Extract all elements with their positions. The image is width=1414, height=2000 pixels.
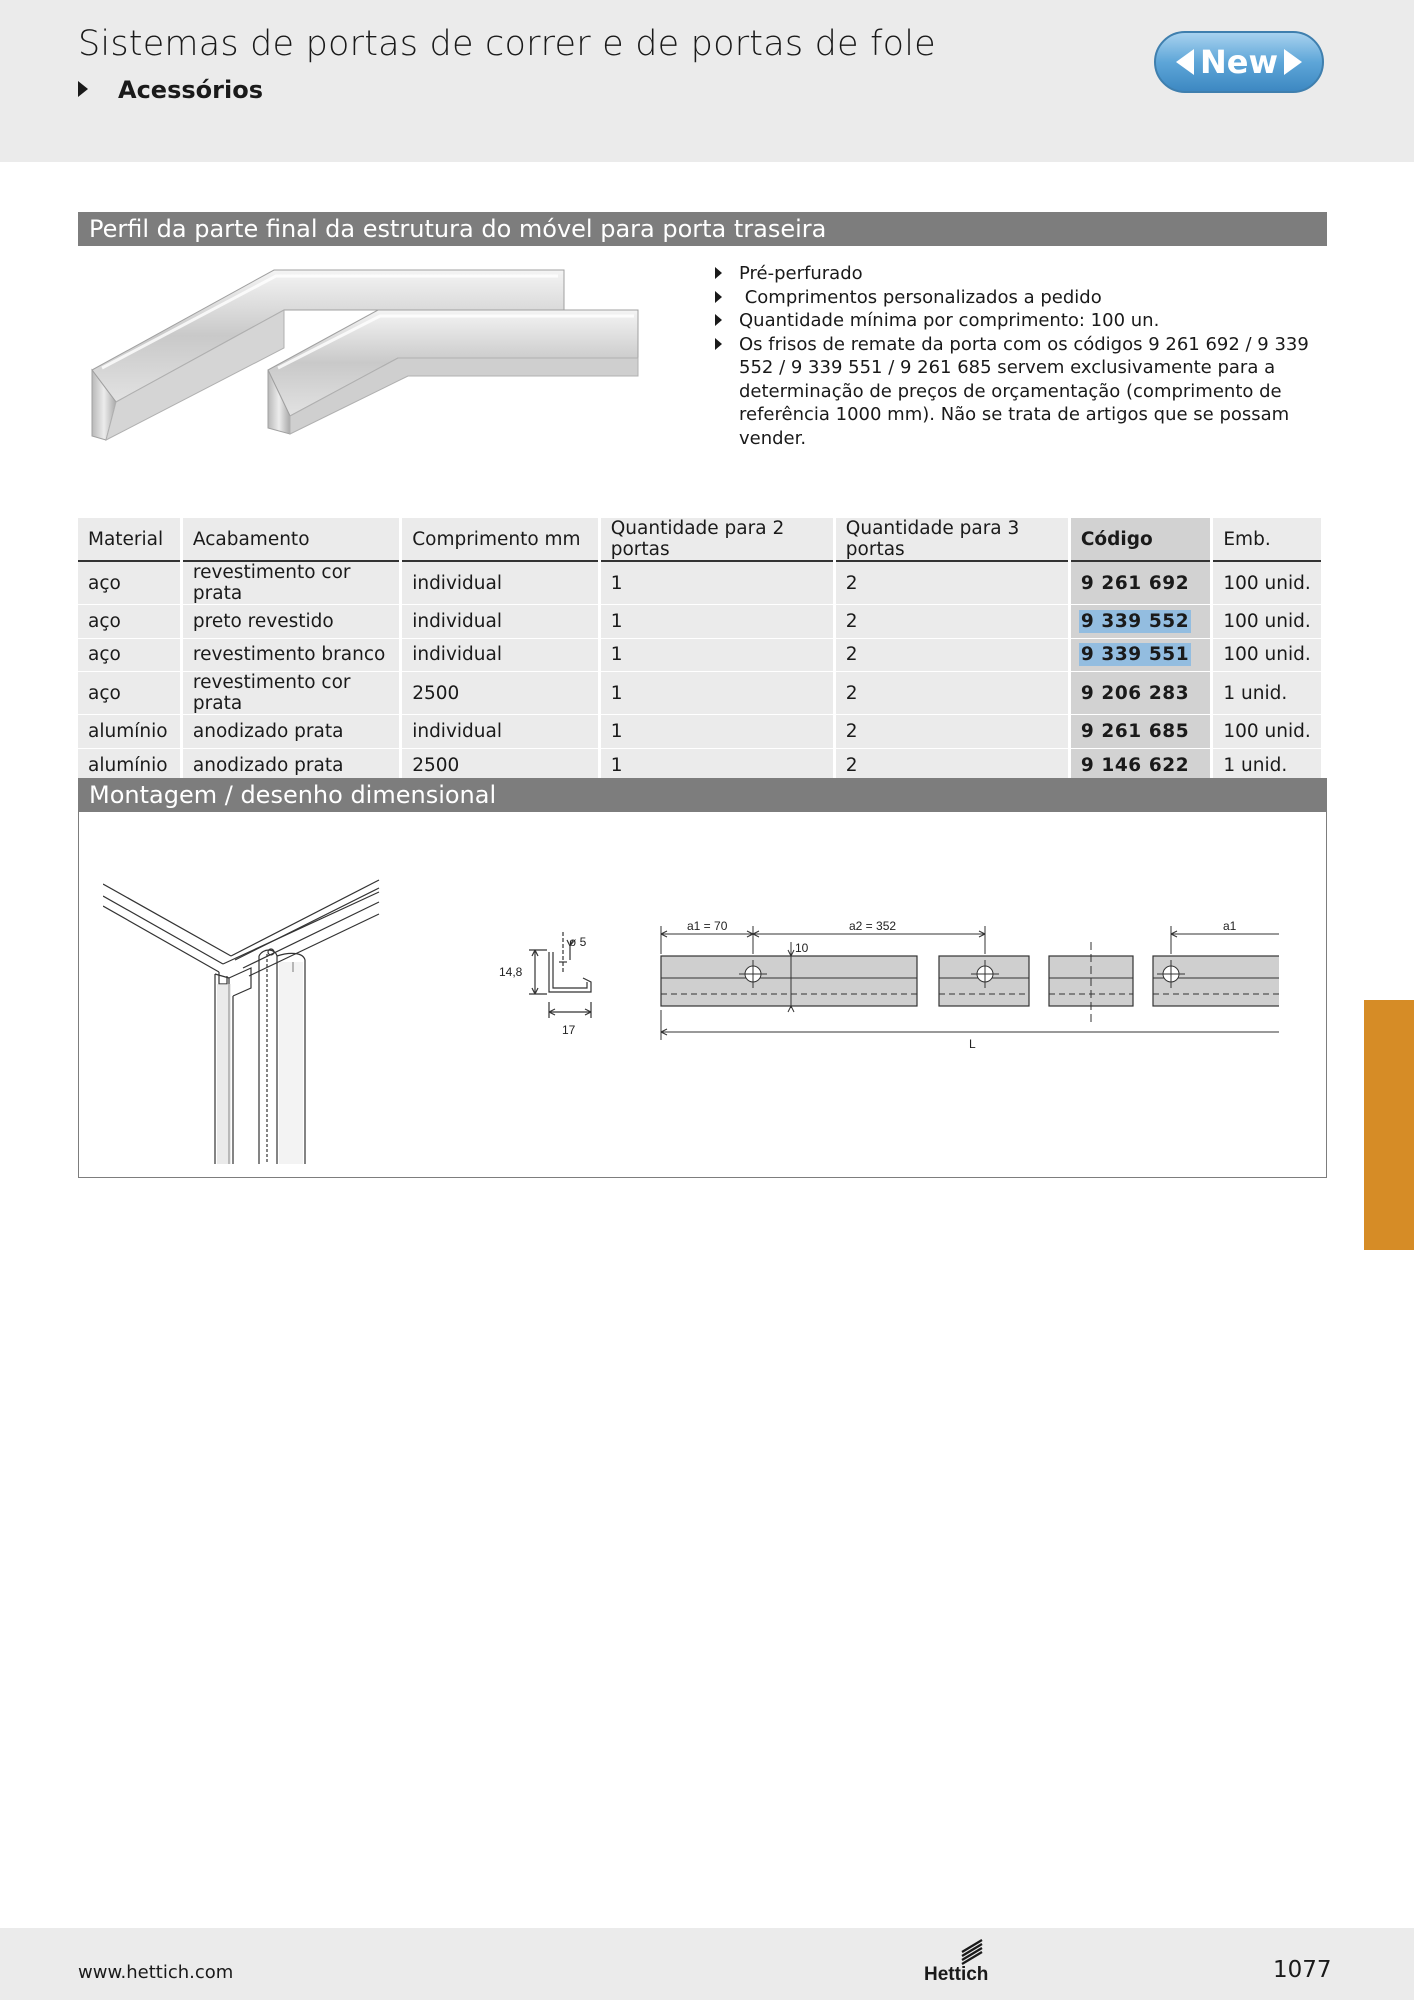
column-header-qty-3-doors: Quantidade para 3 portas [836,518,1068,562]
cell-code: 9 206 283 [1071,672,1211,715]
feature-item: Os frisos de remate da porta com os códigos 9 261 692 / 9 339 552 / 9 339 551 / 9 261 685 servem exclusivamente para a determinação de preços de orçamentação (comprimento de referência 1000 mm). Não se trata de artigos que se possam vender. [714,333,1324,451]
column-header-qty-2-doors: Quantidade para 2 portas [601,518,833,562]
cell-qty-2: 1 [601,605,833,639]
cell-pack: 100 unid. [1213,605,1321,639]
triangle-right-icon [715,291,722,303]
cell-qty-3: 2 [836,562,1068,605]
a2-352-label: a2 = 352 [849,919,897,933]
cell-qty-2: 1 [601,749,833,783]
cell-qty-3: 2 [836,605,1068,639]
footer-url: www.hettich.com [78,1962,234,1983]
logo-wordmark: Hettich [924,1964,989,1984]
triangle-right-icon [78,81,88,97]
feature-item: Pré-perfurado [714,262,1324,286]
cell-material: aço [78,672,180,715]
cell-length: individual [402,605,598,639]
subtitle-label: Acessórios [118,76,263,104]
height-label: 14,8 [499,965,523,979]
cell-qty-2: 1 [601,639,833,673]
table-row [78,672,1321,715]
cell-pack: 1 unid. [1213,672,1321,715]
table-header-row [78,518,1321,562]
cell-code [1071,605,1211,639]
page-subtitle [78,76,263,104]
cell-pack: 100 unid. [1213,715,1321,749]
feature-item: Quantidade mínima por comprimento: 100 un. [714,309,1324,333]
triangle-right-icon [715,267,722,279]
specification-table [75,518,1324,782]
page-number: 1077 [1273,1957,1332,1983]
ten-label: 10 [795,941,809,955]
page-title: Sistemas de portas de correr e de portas de fole [78,24,936,64]
cell-length: individual [402,639,598,673]
cell-pack: 1 unid. [1213,749,1321,783]
cell-pack: 100 unid. [1213,639,1321,673]
cell-finish: revestimento cor prata [183,562,399,605]
chapter-side-tab [1364,1000,1414,1250]
cell-code: 9 146 622 [1071,749,1211,783]
profile-product-image [78,258,668,448]
column-header-pack: Emb. [1213,518,1321,562]
cell-qty-3: 2 [836,639,1068,673]
cell-code: 9 261 692 [1071,562,1211,605]
cell-code [1071,639,1211,673]
cell-length: individual [402,715,598,749]
length-label: L [969,1037,976,1051]
new-badge [1154,31,1324,93]
column-header-finish: Acabamento [183,518,399,562]
cell-pack: 100 unid. [1213,562,1321,605]
cell-length: 2500 [402,672,598,715]
cell-material: alumínio [78,749,180,783]
assembly-drawing-box [78,812,1327,1178]
cell-qty-3: 2 [836,749,1068,783]
cell-qty-3: 2 [836,715,1068,749]
feature-list [714,262,1324,450]
cell-length: individual [402,562,598,605]
cell-material: aço [78,605,180,639]
cell-material: aço [78,639,180,673]
feature-item: Comprimentos personalizados a pedido [714,286,1324,310]
product-section-title: Perfil da parte final da estrutura do móvel para porta traseira [78,212,1327,246]
cell-length: 2500 [402,749,598,783]
table-row [78,562,1321,605]
cell-qty-2: 1 [601,672,833,715]
table-row [78,605,1321,639]
table-row [78,715,1321,749]
cell-material: aço [78,562,180,605]
assembly-perspective-drawing [103,844,383,1164]
highlighted-code: 9 339 552 [1080,610,1190,632]
cell-code: 9 261 685 [1071,715,1211,749]
triangle-right-icon [715,314,722,326]
column-header-material: Material [78,518,180,562]
cell-finish: anodizado prata [183,749,399,783]
width-label: 17 [562,1023,576,1037]
badge-label: New [1199,43,1279,81]
cell-finish: revestimento branco [183,639,399,673]
cell-material: alumínio [78,715,180,749]
cell-qty-2: 1 [601,562,833,605]
a1-label: a1 [1223,919,1237,933]
a1-70-label: a1 = 70 [687,919,728,933]
triangle-right-icon [715,338,722,350]
cell-qty-3: 2 [836,672,1068,715]
column-header-code: Código [1071,518,1211,562]
longitudinal-drawing [639,912,1279,1052]
assembly-section-title: Montagem / desenho dimensional [78,778,1327,812]
cross-section-drawing [499,922,609,1042]
diameter-label: ø 5 [569,935,587,949]
arrow-right-icon [1284,49,1302,75]
hettich-logo [922,1938,996,1984]
highlighted-code: 9 339 551 [1080,644,1190,666]
table-row [78,639,1321,673]
cell-qty-2: 1 [601,715,833,749]
arrow-left-icon [1176,49,1194,75]
cell-finish: anodizado prata [183,715,399,749]
cell-finish: preto revestido [183,605,399,639]
column-header-length: Comprimento mm [402,518,598,562]
cell-finish: revestimento cor prata [183,672,399,715]
